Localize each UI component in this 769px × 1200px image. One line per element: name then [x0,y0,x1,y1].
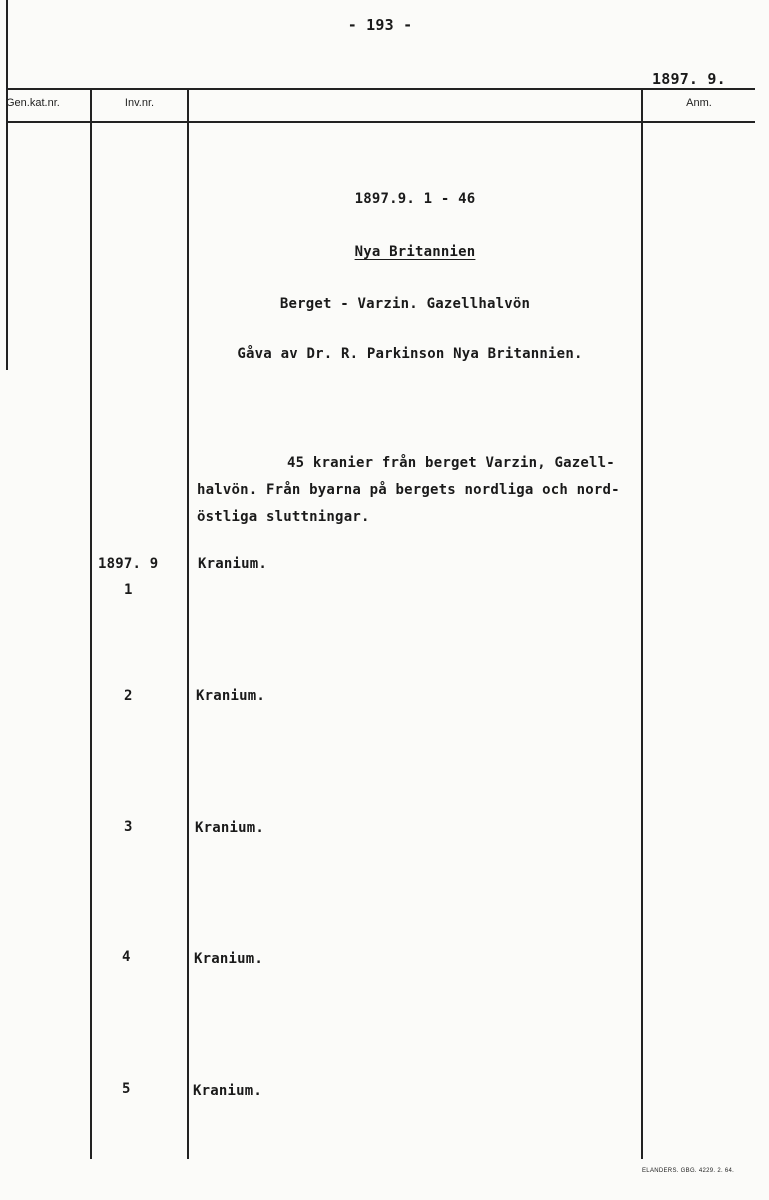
collection-region-text: Nya Britannien [354,244,476,260]
column-header-inv-nr: Inv.nr. [124,97,155,109]
text-column-rule [187,89,189,1159]
column-header-anm: Anm. [686,97,712,109]
entry-5-description: Kranium. [193,1083,263,1099]
entry-4-description: Kranium. [194,951,264,967]
collection-donor: Gåva av Dr. R. Parkinson Nya Britannien. [237,346,583,362]
anm-column-rule [641,89,643,1159]
column-header-gen-kat-nr: Gen.kat.nr. [6,97,60,109]
description-line-2: halvön. Från byarna på bergets nordliga och nord- [197,482,620,498]
description-line-3: östliga sluttningar. [197,509,370,525]
page-number: - 193 - [347,16,413,34]
entry-1-number: 1 [124,582,133,598]
entry-4-number: 4 [122,949,131,965]
inv-column-rule [90,89,92,1159]
description-line-1: 45 kranier från berget Varzin, Gazell- [287,455,615,471]
entry-5-number: 5 [122,1081,131,1097]
header-bottom-rule [6,121,755,123]
left-margin-rule [6,0,8,370]
collection-region [190,244,640,260]
entry-2-description: Kranium. [196,688,266,704]
collection-description [197,450,637,531]
collection-place: Berget - Varzin. Gazellhalvön [279,296,531,312]
entry-1-description: Kranium. [198,556,268,572]
entry-1-prefix: 1897. 9 [98,556,159,572]
entry-2-number: 2 [124,688,133,704]
printer-mark: ELANDERS. GBG. 4229. 2. 64. [642,1168,735,1174]
collection-range: 1897.9. 1 - 46 [354,191,476,207]
ledger-reference: 1897. 9. [652,70,726,88]
entry-3-number: 3 [124,819,133,835]
header-top-rule [6,88,755,90]
entry-3-description: Kranium. [195,820,265,836]
